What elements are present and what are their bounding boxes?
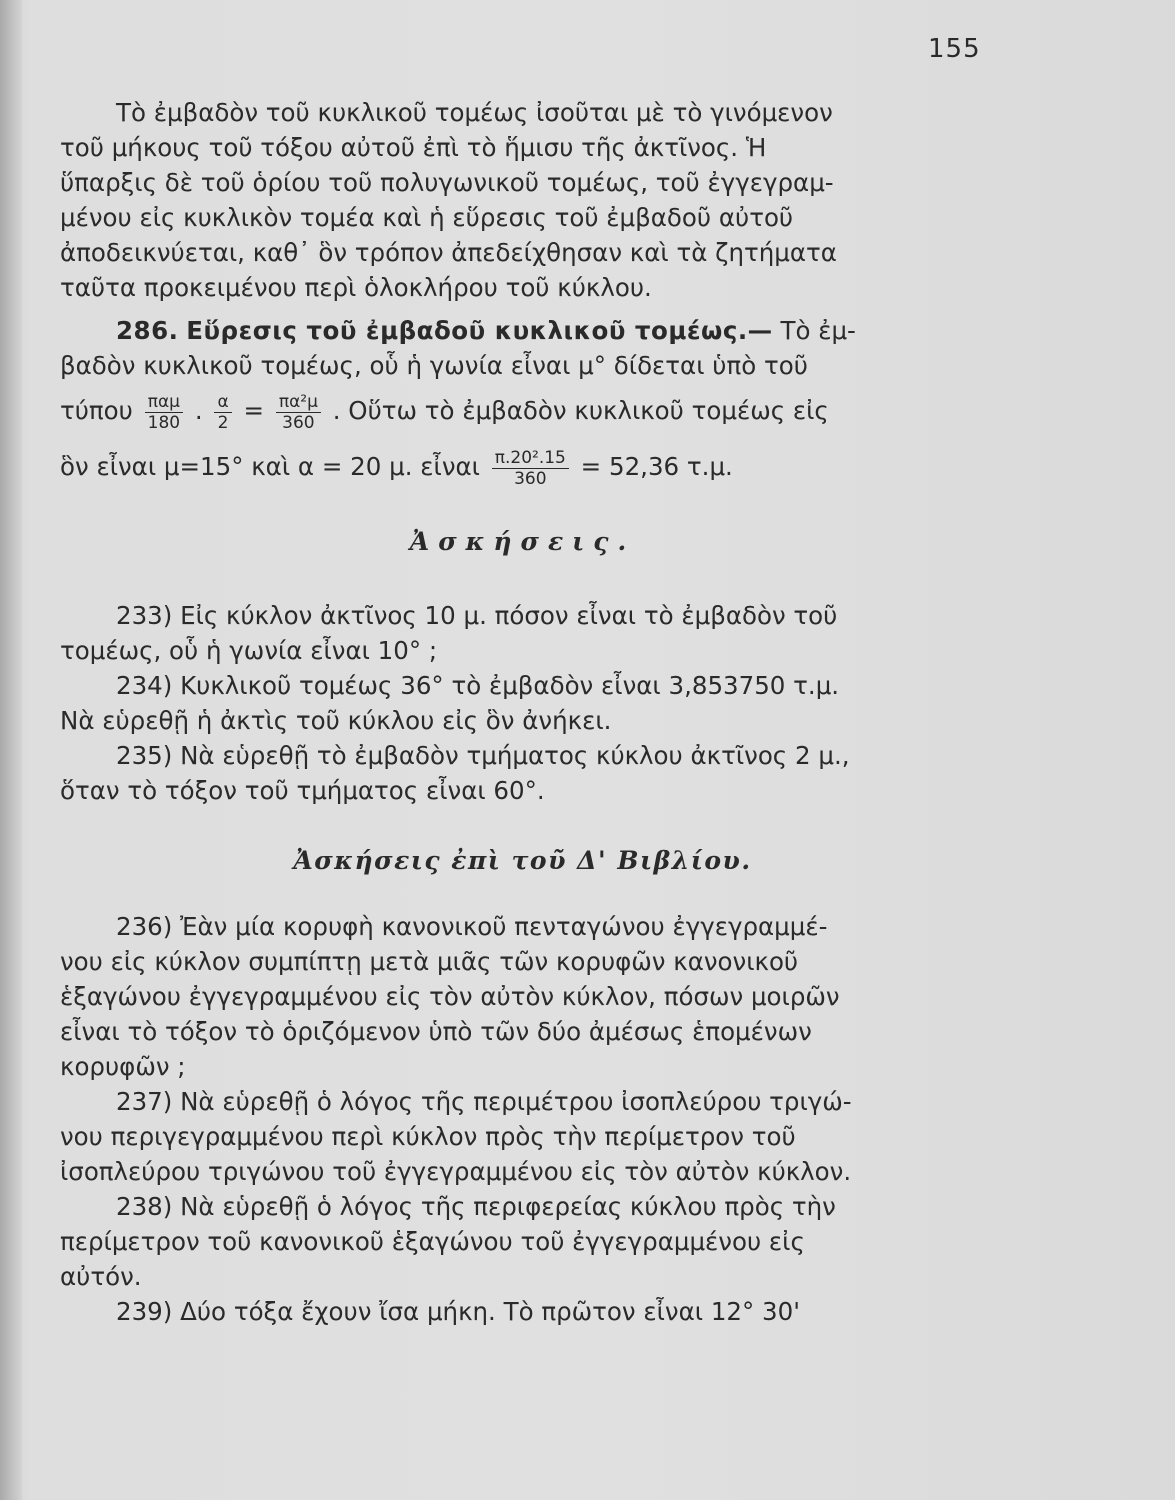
text-line: εἶναι τὸ τόξον τὸ ὁριζόμενον ὑπὸ τῶν δύο ἀμέσως ἑπομένων (60, 1017, 812, 1046)
fraction-denominator: 360 (514, 468, 547, 489)
text-line: 238) Νὰ εὑρεθῇ ὁ λόγος τῆς περιφερείας κύκλου πρὸς τὴν (116, 1192, 836, 1221)
text-fragment: Τὸ ἐμ- (780, 316, 856, 345)
section-286-title-line (60, 313, 985, 348)
text-line: ἑξαγώνου ἐγγεγραμμένου εἰς τὸν αὐτὸν κύκλον, πόσων μοιρῶν (60, 982, 840, 1011)
fraction-numerator: παμ (145, 392, 183, 413)
text-line: νου εἰς κύκλον συμπίπτῃ μετὰ μιᾶς τῶν κορυφῶν κανονικοῦ (60, 947, 799, 976)
text-line: 236) Ἐὰν μία κορυφὴ κανονικοῦ πενταγώνου ἐγγεγραμμέ- (116, 912, 828, 941)
area-formula (60, 383, 985, 439)
fraction-numerator: π.20².15 (492, 448, 569, 469)
fraction-denominator: 180 (147, 412, 181, 433)
text-line: περίμετρον τοῦ κανονικοῦ ἑξαγώνου τοῦ ἐγγεγραμμένου εἰς (60, 1227, 805, 1256)
text-line: ὅταν τὸ τόξον τοῦ τμήματος εἶναι 60°. (60, 776, 545, 805)
page-content (60, 95, 985, 1329)
text-line: 233) Εἰς κύκλον ἀκτῖνος 10 μ. πόσον εἶναι τὸ ἐμβαδὸν τοῦ (116, 601, 838, 630)
exercise-236 (60, 909, 985, 1084)
text-line: 234) Κυκλικοῦ τομέως 36° τὸ ἐμβαδὸν εἶναι 3,853750 τ.μ. (116, 671, 840, 700)
exercise-237 (60, 1084, 985, 1189)
section-number: 286. (116, 316, 179, 345)
text-line: Τὸ ἐμβαδὸν τοῦ κυκλικοῦ τομέως ἰσοῦται μὲ τὸ γινόμενον (116, 98, 833, 127)
text-line: ταῦτα προκειμένου περὶ ὁλοκλήρου τοῦ κύκλου. (60, 273, 652, 302)
intro-paragraph (60, 95, 985, 305)
text-line: ἀποδεικνύεται, καθ᾽ ὃν τρόπον ἀπεδείχθησαν καὶ τὰ ζητήματα (60, 238, 837, 267)
text-line: νου περιγεγραμμένου περὶ κύκλον πρὸς τὴν περίμετρον τοῦ (60, 1122, 796, 1151)
fraction (145, 392, 183, 433)
fraction-numerator: α (214, 392, 231, 413)
text-line: αὐτόν. (60, 1262, 142, 1291)
text-line: τοῦ μήκους τοῦ τόξου αὐτοῦ ἐπὶ τὸ ἥμισυ τῆς ἀκτῖνος. Ἡ (60, 133, 767, 162)
section-title: Εὕρεσις τοῦ ἐμβαδοῦ κυκλικοῦ τομέως.— (186, 316, 773, 345)
formula-suffix: . Οὕτω τὸ ἐμβαδὸν κυκλικοῦ τομέως εἰς (332, 396, 829, 425)
section-286 (60, 313, 985, 495)
formula-prefix: τύπου (60, 396, 133, 425)
fraction-denominator: 360 (282, 412, 315, 433)
book-exercises-heading: Ἀσκήσεις ἐπὶ τοῦ Δ' Βιβλίου. (293, 846, 752, 875)
exercise-235 (60, 738, 985, 808)
text-line: ἰσοπλεύρου τριγώνου τοῦ ἐγγεγραμμένου εἰς τὸν αὐτὸν κύκλον. (60, 1157, 852, 1186)
text-line: 235) Νὰ εὑρεθῇ τὸ ἐμβαδὸν τμήματος κύκλου ἀκτῖνος 2 μ., (116, 741, 850, 770)
fraction (276, 392, 321, 433)
text-line: τομέως, οὗ ἡ γωνία εἶναι 10° ; (60, 636, 438, 665)
text-line: κορυφῶν ; (60, 1052, 186, 1081)
multiply-dot: . (194, 396, 203, 425)
fraction-denominator: 2 (217, 412, 229, 433)
equals-sign: = (243, 396, 265, 425)
exercise-234 (60, 668, 985, 738)
exercise-list (60, 598, 985, 808)
fraction (214, 392, 231, 433)
fraction (492, 448, 569, 489)
text-line: 239) Δύο τόξα ἔχουν ἴσα μήκη. Τὸ πρῶτον εἶναι 12° 30' (116, 1297, 800, 1326)
page-number: 155 (928, 34, 981, 64)
example-prefix: ὃν εἶναι μ=15° καὶ α = 20 μ. εἶναι (60, 452, 480, 481)
text-line: ὕπαρξις δὲ τοῦ ὁρίου τοῦ πολυγωνικοῦ τομέως, τοῦ ἐγγεγραμ- (60, 168, 834, 197)
text-line: μένου εἰς κυκλικὸν τομέα καὶ ἡ εὕρεσις τοῦ ἐμβαδοῦ αὐτοῦ (60, 203, 794, 232)
book-spine-shadow (0, 0, 22, 1500)
exercises-heading: Ἀσκήσεις. (409, 527, 636, 556)
text-line: Νὰ εὑρεθῇ ἡ ἀκτὶς τοῦ κύκλου εἰς ὃν ἀνήκει. (60, 706, 612, 735)
exercise-233 (60, 598, 985, 668)
text-line: 237) Νὰ εὑρεθῇ ὁ λόγος τῆς περιμέτρου ἰσοπλεύρου τριγώ- (116, 1087, 852, 1116)
book-exercise-list (60, 909, 985, 1329)
example-result: = 52,36 τ.μ. (580, 452, 733, 481)
text-line: βαδὸν κυκλικοῦ τομέως, οὗ ἡ γωνία εἶναι μ° δίδεται ὑπὸ τοῦ (60, 351, 808, 380)
exercise-239 (60, 1294, 985, 1329)
fraction-numerator: πα²μ (276, 392, 321, 413)
example-formula (60, 439, 985, 495)
exercise-238 (60, 1189, 985, 1294)
